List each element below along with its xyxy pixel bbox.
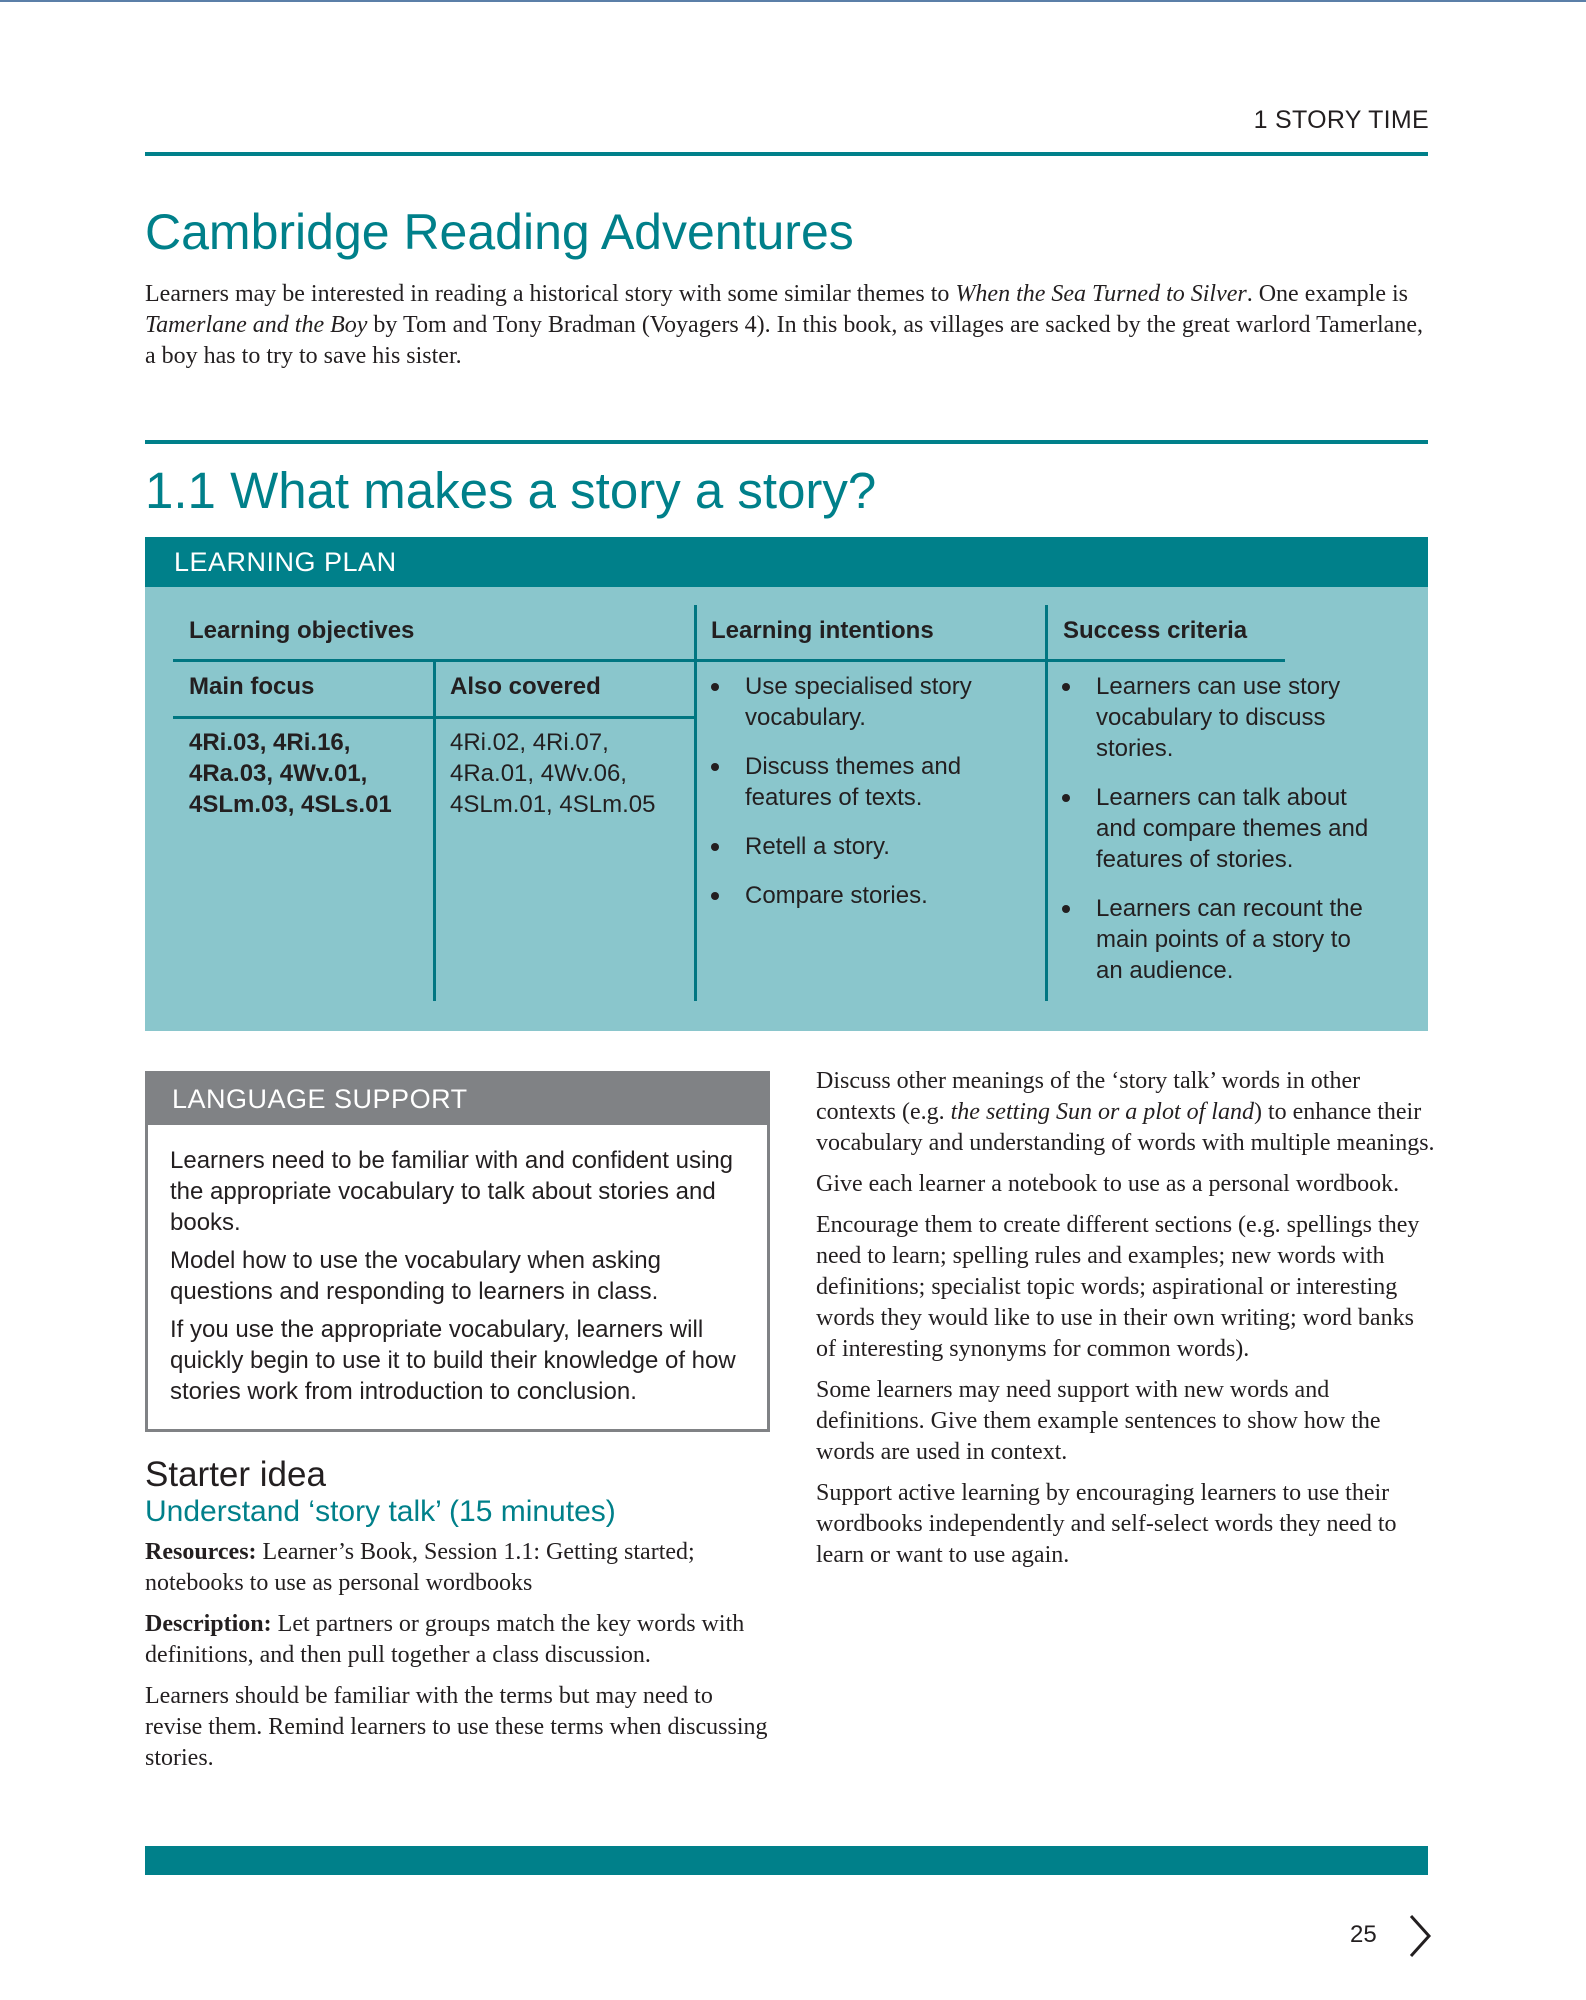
intention-item: Discuss themes and features of texts. — [708, 751, 1008, 813]
chevron-right-icon[interactable] — [1407, 1913, 1433, 1959]
language-support-paragraph: Model how to use the vocabulary when asking questions and responding to learners in class. — [170, 1247, 661, 1305]
right-paragraph: Give each learner a notebook to use as a personal wordbook. — [816, 1171, 1400, 1197]
criterion-item: Learners can recount the main points of a story to an audience. — [1059, 893, 1375, 986]
also-covered-header: Also covered — [450, 673, 601, 700]
also-covered-codes — [450, 727, 655, 820]
header-underline — [173, 659, 1285, 662]
criterion-item: Learners can talk about and compare themes and features of stories. — [1059, 782, 1375, 875]
criterion-item: Learners can use story vocabulary to discuss stories. — [1059, 671, 1375, 764]
main-focus-header: Main focus — [189, 673, 315, 700]
starter-body — [145, 1537, 770, 1784]
starter-subheading: Understand ‘story talk’ (15 minutes) — [145, 1495, 616, 1528]
intentions-list — [708, 671, 1008, 929]
description-text: Let partners or groups match the key words with definitions, and then pull together a class discussion. — [145, 1611, 745, 1668]
main-focus-line: 4SLm.03, 4SLs.01 — [189, 791, 392, 818]
main-focus-line: 4Ri.03, 4Ri.16, — [189, 729, 351, 756]
resources-label: Resources: — [145, 1539, 257, 1565]
language-support-paragraph: If you use the appropriate vocabulary, learners will quickly begin to use it to build their knowledge of how stories work from introduction to conclusion. — [170, 1316, 736, 1405]
column-divider — [694, 605, 697, 1001]
description-label: Description: — [145, 1611, 272, 1637]
intention-item: Retell a story. — [708, 831, 1008, 862]
also-covered-line: 4SLm.01, 4SLm.05 — [450, 791, 656, 818]
description-paragraph — [145, 1609, 770, 1671]
intro-run: Learners may be interested in reading a historical story with some similar themes to — [145, 281, 956, 307]
criteria-header: Success criteria — [1063, 617, 1248, 644]
intro-run: . One example is — [1246, 281, 1409, 307]
intention-item: Use specialised story vocabulary. — [708, 671, 1008, 733]
section-heading: 1.1 What makes a story a story? — [145, 462, 877, 519]
criteria-list — [1059, 671, 1375, 1004]
right-paragraph: Encourage them to create different sections (e.g. spellings they need to learn; spelling rules and examples; new words with definitions; specialist topic words; aspirational or interesting words they would like to use in their own writing; word banks of interesting synonyms for common words). — [816, 1212, 1420, 1362]
subheader-underline — [173, 716, 695, 719]
column-divider — [1045, 605, 1048, 1001]
language-support-box — [145, 1071, 770, 1432]
right-column-body — [816, 1066, 1436, 1581]
resources-paragraph — [145, 1537, 770, 1599]
right-run-italic: the setting Sun or a plot of land — [950, 1099, 1254, 1125]
right-paragraph: Support active learning by encouraging learners to use their wordbooks independently and self-select words they need to learn or want to use again. — [816, 1480, 1397, 1568]
right-run: ) to enhance their vocabulary and understanding of words with multiple meanings. — [816, 1099, 1435, 1156]
learning-plan-title: LEARNING PLAN — [145, 537, 1428, 587]
main-focus-codes — [189, 727, 392, 820]
top-border-line — [0, 0, 1586, 2]
header-rule — [145, 152, 1428, 156]
column-divider — [433, 659, 436, 1001]
also-covered-line: 4Ra.01, 4Wv.06, — [450, 760, 627, 787]
resources-text: Learner’s Book, Session 1.1: Getting started; notebooks to use as personal wordbooks — [145, 1539, 695, 1596]
intention-item: Compare stories. — [708, 880, 1008, 911]
language-support-title: LANGUAGE SUPPORT — [148, 1074, 767, 1125]
right-paragraph — [816, 1066, 1436, 1159]
section-rule — [145, 440, 1428, 444]
language-support-paragraph: Learners need to be familiar with and confident using the appropriate vocabulary to talk about stories and books. — [170, 1147, 734, 1236]
running-header: 1 STORY TIME — [1253, 106, 1429, 134]
intro-run-title: When the Sea Turned to Silver — [955, 281, 1247, 307]
language-support-content — [148, 1125, 767, 1407]
intro-run-title: Tamerlane and the Boy — [145, 312, 368, 338]
right-paragraph: Some learners may need support with new words and definitions. Give them example sentences to show how the words are used in context. — [816, 1377, 1381, 1465]
also-covered-line: 4Ri.02, 4Ri.07, — [450, 729, 609, 756]
page-number: 25 — [1350, 1921, 1377, 1948]
intentions-header: Learning intentions — [711, 617, 934, 644]
starter-idea-heading: Starter idea — [145, 1455, 326, 1494]
main-focus-line: 4Ra.03, 4Wv.01, — [189, 760, 368, 787]
footer-bar — [145, 1846, 1428, 1875]
cra-intro-paragraph — [145, 279, 1435, 372]
learning-plan-table — [145, 587, 1428, 1031]
cambridge-reading-adventures-heading: Cambridge Reading Adventures — [145, 204, 854, 260]
objectives-header: Learning objectives — [189, 617, 415, 644]
right-run: Discuss other meanings of the ‘story talk’ words in other contexts (e.g. — [816, 1068, 1361, 1125]
starter-paragraph: Learners should be familiar with the terms but may need to revise them. Remind learners to use these terms when discussing stories. — [145, 1683, 768, 1771]
intro-run: by Tom and Tony Bradman (Voyagers 4). In this book, as villages are sacked by the great warlord Tamerlane, a boy has to try to save his sister. — [145, 312, 1423, 369]
